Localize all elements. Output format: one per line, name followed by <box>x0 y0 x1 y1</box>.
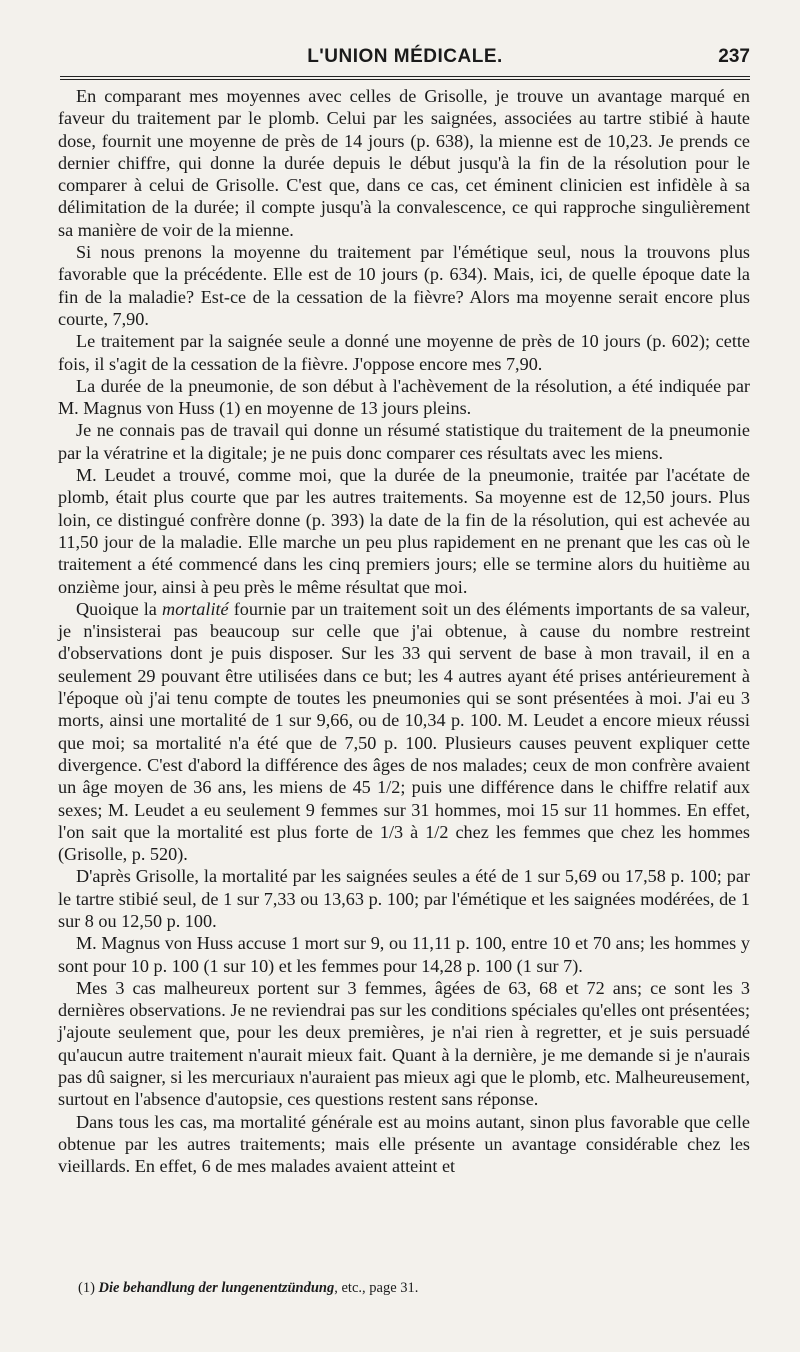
emphasized-term: mortalité <box>161 598 229 619</box>
article-body <box>58 85 750 1178</box>
footnote-marker: (1) <box>78 1280 95 1296</box>
page-header <box>60 40 750 70</box>
text-run: fournie par un traitement soit un des éléments importants de sa valeur, je n'insisterai pas beaucoup sur celle que j'ai obtenue, à cause du nombre restreint d'observations dont je puis disposer. Sur les 33 qui servent de base à mon travail, il en a seulement 29 pouvant être utilisées dans ce but; les 4 autres ayant été prises antérieurement à l'époque où j'ai tenu compte de toutes les pneumonies qui se sont présentées à moi. J'ai eu 3 morts, ainsi une mortalité de 1 sur 9,66, ou de 10,34 p. 100. M. Leudet a encore mieux réussi que moi; sa mortalité n'a été que de 7,50 p. 100. Plusieurs causes peuvent expliquer cette divergence. C'est d'abord la différence des âges de nos malades; ceux de mon confrère avaient un âge moyen de 36 ans, les miens de 45 1/2; puis une différence dans le chiffre relatif aux sexes; M. Leudet a eu seulement 9 femmes sur 31 hommes, moi 15 sur 11 hommes. En effet, l'on sait que la mortalité est plus forte de 1/3 à 1/2 chez les femmes que chez les hommes (Grisolle, p. 520). <box>58 598 750 865</box>
paragraph: Je ne connais pas de travail qui donne un résumé statistique du traitement de la pneumonie par la vératrine et la digitale; je ne puis donc comparer ces résultats avec les miens. <box>58 420 750 463</box>
paragraph: D'après Grisolle, la mortalité par les saignées seules a été de 1 sur 5,69 ou 17,58 p. 100; par le tartre stibié seul, de 1 sur 7,33 ou 13,63 p. 100; par l'émétique et les saignées modérées, de 1 sur 8 ou 12,50 p. 100. <box>58 866 750 931</box>
running-title: L'UNION MÉDICALE. <box>307 46 503 67</box>
footnote-rest: , etc., page 31. <box>334 1280 419 1296</box>
paragraph: Le traitement par la saignée seule a donné une moyenne de près de 10 jours (p. 602); cette fois, il s'agit de la cessation de la fièvre. J'oppose encore mes 7,90. <box>58 331 750 374</box>
footnote <box>78 1280 418 1297</box>
text-run: Quoique la <box>76 598 162 619</box>
header-rule-double <box>60 79 750 80</box>
footnote-work-title: Die behandlung der lungenentzündung <box>98 1280 335 1296</box>
page-number: 237 <box>718 46 750 67</box>
paragraph: Mes 3 cas malheureux portent sur 3 femmes, âgées de 63, 68 et 72 ans; ce sont les 3 dernières observations. Je ne reviendrai pas sur les conditions spéciales qu'elles ont présentées; j'ajoute seulement que, pour les deux premières, je n'ai rien à regretter, et je suis persuadé qu'aucun autre traitement n'aurait mieux fait. Quant à la dernière, je me demande si je n'aurais pas dû saigner, si les mercuriaux n'auraient pas mieux agi que le plomb, etc. Malheureusement, surtout en l'absence d'autopsie, ces questions restent sans réponse. <box>58 977 750 1110</box>
paragraph-mortality <box>58 598 750 866</box>
paragraph: La durée de la pneumonie, de son début à l'achèvement de la résolution, a été indiquée par M. Magnus von Huss (1) en moyenne de 13 jours pleins. <box>58 375 750 419</box>
paragraph: M. Magnus von Huss accuse 1 mort sur 9, ou 11,11 p. 100, entre 10 et 70 ans; les hommes y sont pour 10 p. 100 (1 sur 10) et les femmes pour 14,28 p. 100 (1 sur 7). <box>58 933 750 976</box>
paragraph: M. Leudet a trouvé, comme moi, que la durée de la pneumonie, traitée par l'acétate de plomb, était plus courte que par les autres traitements. Sa moyenne est de 12,50 jours. Plus loin, ce distingué confrère donne (p. 393) la date de la fin de la résolution, qui est achevée au 11,50 jour de la maladie. Elle marche un peu plus rapidement en ne prenant que les cas où le traitement a été commencé dans les cinq premiers jours; elle se termine alors du huitième au onzième jour, ainsi à peu près le même résultat que moi. <box>58 465 750 597</box>
paragraph: Dans tous les cas, ma mortalité générale est au moins autant, sinon plus favorable que celle obtenue par les autres traitements; mais elle présente un avantage considérable chez les vieillards. En effet, 6 de mes malades avaient atteint et <box>58 1111 750 1177</box>
header-rule <box>60 76 750 77</box>
paragraph: En comparant mes moyennes avec celles de Grisolle, je trouve un avantage marqué en faveur du traitement par le plomb. Celui par les saignées, associées au tartre stibié à haute dose, fournit une moyenne de près de 14 jours (p. 638), la mienne est de 10,23. Je prends ce dernier chiffre, qui donne la durée depuis le début jusqu'à la fin de la résolution pour le comparer à celui de Grisolle. C'est que, dans ce cas, cet éminent clinicien est infidèle à sa délimitation de la durée; il compte jusqu'à la convalescence, ce qui rapproche singulièrement sa manière de voir de la mienne. <box>58 86 750 240</box>
paragraph: Si nous prenons la moyenne du traitement par l'émétique seul, nous la trouvons plus favorable que la précédente. Elle est de 10 jours (p. 634). Mais, ici, de quelle époque date la fin de la maladie? Est-ce de la cessation de la fièvre? Alors ma moyenne serait encore plus courte, 7,90. <box>58 242 750 329</box>
